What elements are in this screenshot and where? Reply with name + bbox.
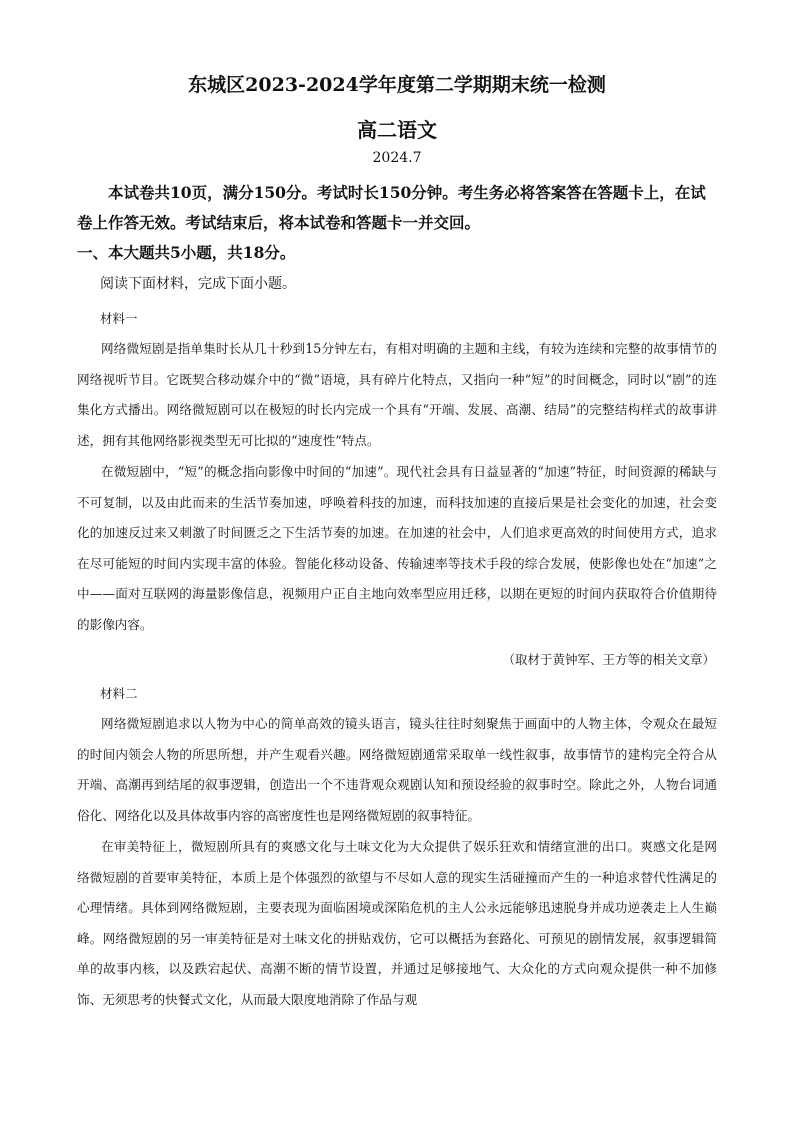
material-paragraph: 在审美特征上，微短剧所具有的爽感文化与土味文化为大众提供了娱乐狂欢和情绪宣泄的出口。爽感文化是网络微短剧的首要审美特征，本质上是个体强烈的欲望与不尽如人意的现实生活碰撞而产生的一种追求替代性满足的心理情绪。具体到网络微短剧，主要表现为面临困境或深陷危机的主人公永远能够迅速脱身并成功逆袭走上人生巅峰。网络微短剧的另一审美特征是对土味文化的拼贴戏仿，它可以概括为套路化、可预见的剧情发展，叙事逻辑简单的故事内核，以及跌宕起伏、高潮不断的情节设置，并通过足够接地气、大众化的方式向观众提供一种不加修饰、无须思考的快餐式文化，从而最大限度地消除了作品与观 xyxy=(77,839,717,1007)
exam-date: 2024.7 xyxy=(372,150,422,166)
material-label: 材料二 xyxy=(100,686,138,701)
material-paragraph: 网络微短剧追求以人物为中心的简单高效的镜头语言，镜头往往时刻聚焦于画面中的人物主体，令观众在最短的时间内领会人物的所思所想，并产生观看兴趣。网络微短剧通常采取单一线性叙事，故事情节的建构完全符合从开端、高潮再到结尾的叙事逻辑，创造出一个不违背观众观剧认知和预设经验的叙事时空。除此之外，人物台词通俗化、网络化以及具体故事内容的高密度性也是网络微短剧的叙事特征。 xyxy=(77,716,717,823)
section-heading: 一、本大题共5小题，共18分。 xyxy=(77,243,296,262)
subject-title: 高二语文 xyxy=(357,118,437,142)
material-paragraph: 网络微短剧是指单集时长从几十秒到15分钟左右，有相对明确的主题和主线，有较为连续和完整的故事情节的网络视听节目。它既契合移动媒介中的“微”语境，具有碎片化特点，又指向一种“短”的时间概念，同时以“剧”的连集化方式播出。网络微短剧可以在极短的时长内完成一个具有“开端、发展、高潮、结局”的完整结构样式的故事讲述，拥有其他网络影视类型无可比拟的“速度性”特点。 xyxy=(77,341,717,448)
material-paragraph: 在微短剧中，“短”的概念指向影像中时间的“加速”。现代社会具有日益显著的“加速”特征，时间资源的稀缺与不可复制，以及由此而来的生活节奏加速，呼唤着科技的加速，而科技加速的直接后果是社会变化的加速，社会变化的加速反过来又刺激了时间匮乏之下生活节奏的加速。在加速的社会中，人们追求更高效的时间使用方式，追求在尽可能短的时间内实现丰富的体验。智能化移动设备、传输速率等技术手段的综合发展，使影像也处在“加速”之中——面对互联网的海量影像信息，视频用户正自主地向效率型应用迁移，以期在更短的时间内获取符合价值期待的影像内容。 xyxy=(77,464,717,632)
section-instruction: 阅读下面材料，完成下面小题。 xyxy=(100,276,296,292)
exam-notice: 本试卷共10页，满分150分。考试时长150分钟。考生务必将答案答在答题卡上，在试卷上作答无效。考试结束后，将本试卷和答题卡一并交回。 xyxy=(77,183,706,232)
exam-title: 东城区2023-2024学年度第二学期期末统一检测 xyxy=(188,74,606,96)
material-source: （取材于黄钟军、王方等的相关文章） xyxy=(502,652,715,667)
material-label: 材料一 xyxy=(100,311,138,326)
